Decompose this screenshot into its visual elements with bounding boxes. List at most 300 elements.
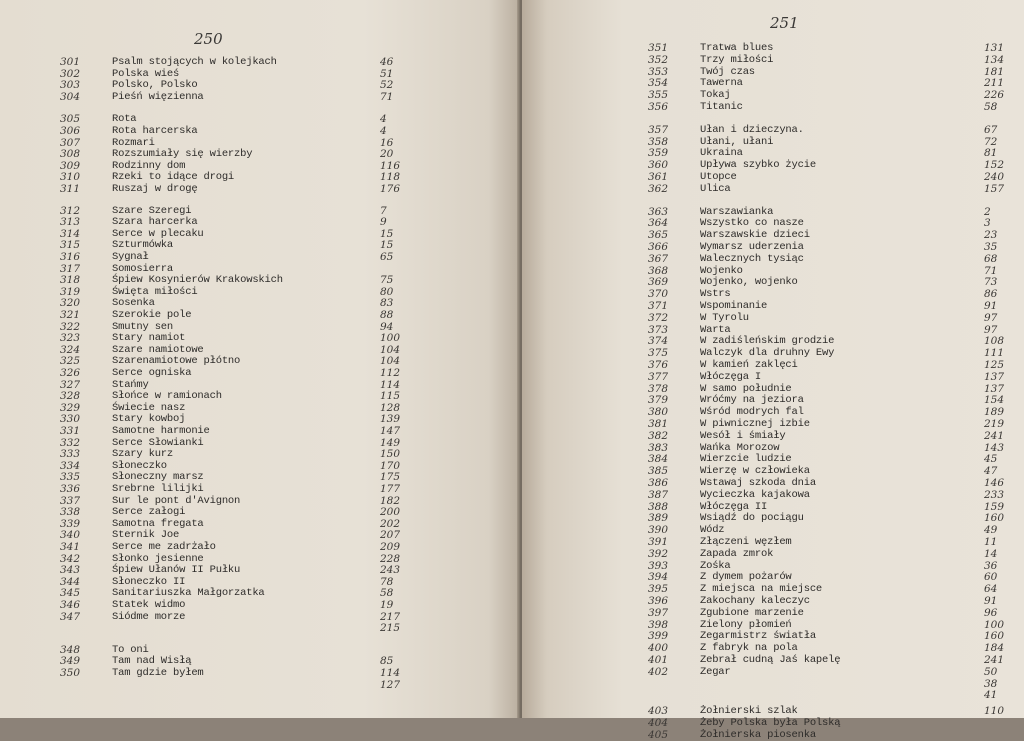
entry-title: Wszystko co nasze [700,217,804,229]
entry-page: 97 [984,312,998,324]
entry-number: 326 [60,367,81,379]
entry-number: 303 [60,79,81,91]
entry-number: 302 [60,68,81,80]
entry-number: 315 [60,239,81,251]
entry-title: Słoneczko II [112,576,186,588]
entry-number: 350 [60,667,81,679]
entry-title: Szara harcerka [112,216,198,228]
entry-title: Serce me zadrżało [112,541,216,553]
entry-page: 96 [984,607,998,619]
entry-number: 308 [60,148,81,160]
entry-page: 149 [380,437,401,449]
entry-title: Włóczęga I [700,371,762,383]
entry-number: 340 [60,529,81,541]
entry-page: 114 [380,667,401,679]
entry-page: 19 [380,599,394,611]
entry-title: Rota [112,113,137,125]
entry-page: 202 [380,518,401,530]
entry-title: Stary namiot [112,332,186,344]
entry-title: Samotne harmonie [112,425,210,437]
entry-page: 83 [380,297,394,309]
entry-number: 361 [648,171,669,183]
entry-title: Szare Szeregi [112,205,192,217]
entry-page: 20 [380,148,394,160]
entry-page: 86 [984,288,998,300]
index-list [522,0,1024,741]
entry-page: 104 [380,355,401,367]
entry-page: 182 [380,495,401,507]
entry-page: 47 [984,465,998,477]
entry-number: 390 [648,524,669,536]
entry-number: 401 [648,654,669,666]
entry-page: 241 [984,654,1005,666]
entry-title: Ulica [700,183,731,195]
entry-page: 184 [984,642,1005,654]
entry-title: Wymarsz uderzenia [700,241,804,253]
entry-title: Wojenko [700,265,743,277]
entry-number: 328 [60,390,81,402]
entry-number: 359 [648,147,669,159]
entry-number: 337 [60,495,81,507]
entry-title: Szary kurz [112,448,174,460]
entry-title: Sosenka [112,297,155,309]
entry-title: Wesół i śmiały [700,430,786,442]
entry-page: 143 [984,442,1005,454]
entry-title: Słoneczko [112,460,167,472]
entry-page: 78 [380,576,394,588]
entry-number: 371 [648,300,669,312]
entry-title: Śpiew Kosynierów Krakowskich [112,274,283,286]
entry-title: W samo południe [700,383,792,395]
entry-page: 170 [380,460,401,472]
entry-number: 318 [60,274,81,286]
entry-number: 347 [60,611,81,623]
entry-page: 211 [984,77,1005,89]
entry-page: 50 [984,666,998,678]
entry-number: 322 [60,321,81,333]
entry-title: Słoneczny marsz [112,471,204,483]
entry-number: 381 [648,418,669,430]
entry-title: W kamień zaklęci [700,359,798,371]
entry-number: 355 [648,89,669,101]
entry-page: 51 [380,68,394,80]
entry-number: 354 [648,77,669,89]
entry-page: 38 [984,678,998,690]
entry-page: 175 [380,471,401,483]
entry-number: 388 [648,501,669,513]
entry-title: Wspominanie [700,300,768,312]
entry-page: 52 [380,79,394,91]
entry-title: Ruszaj w drogę [112,183,198,195]
entry-page: 207 [380,529,401,541]
entry-title: Upływa szybko życie [700,159,816,171]
entry-title: Sur le pont d'Avignon [112,495,241,507]
entry-page: 64 [984,583,998,595]
entry-page: 15 [380,239,394,251]
entry-page: 94 [380,321,394,333]
entry-page: 226 [984,89,1005,101]
entry-title: Wódz [700,524,725,536]
entry-title: Sternik Joe [112,529,180,541]
entry-number: 317 [60,263,81,275]
entry-title: W Tyrolu [700,312,749,324]
entry-page: 100 [380,332,401,344]
entry-number: 384 [648,453,669,465]
entry-title: Wierzcie ludzie [700,453,792,465]
entry-number: 396 [648,595,669,607]
entry-page: 45 [984,453,998,465]
entry-title: Titanic [700,101,743,113]
entry-title: Śpiew Ułanów II Pułku [112,564,241,576]
entry-title: Tokaj [700,89,731,101]
entry-title: To oni [112,644,149,656]
entry-number: 356 [648,101,669,113]
entry-page: 4 [380,113,387,125]
entry-page: 139 [380,413,401,425]
entry-title: Siódme morze [112,611,186,623]
entry-title: Wycieczka kajakowa [700,489,810,501]
entry-page: 181 [984,66,1005,78]
entry-title: Stary kowboj [112,413,186,425]
entry-title: Serce w plecaku [112,228,204,240]
entry-number: 319 [60,286,81,298]
entry-number: 351 [648,42,669,54]
entry-number: 367 [648,253,669,265]
entry-page: 71 [380,91,394,103]
entry-title: Ułan i dzieczyna. [700,124,804,136]
entry-title: Święta miłości [112,286,198,298]
entry-page: 110 [984,705,1005,717]
entry-number: 374 [648,335,669,347]
entry-page: 137 [984,371,1005,383]
entry-number: 373 [648,324,669,336]
entry-title: Świecie nasz [112,402,186,414]
entry-page: 23 [984,229,998,241]
entry-number: 321 [60,309,81,321]
entry-title: Serce załogi [112,506,186,518]
entry-page: 217 [380,611,401,623]
entry-number: 309 [60,160,81,172]
entry-title: Somosierra [112,263,174,275]
entry-page: 150 [380,448,401,460]
entry-page: 2 [984,206,991,218]
page-number: 250 [194,30,223,48]
entry-number: 360 [648,159,669,171]
entry-page: 65 [380,251,394,263]
entry-title: Z miejsca na miejsce [700,583,823,595]
entry-page: 91 [984,595,998,607]
entry-number: 335 [60,471,81,483]
entry-number: 338 [60,506,81,518]
entry-number: 313 [60,216,81,228]
entry-page: 125 [984,359,1005,371]
entry-number: 378 [648,383,669,395]
entry-number: 325 [60,355,81,367]
index-list [0,0,520,718]
entry-page: 159 [984,501,1005,513]
entry-number: 369 [648,276,669,288]
entry-number: 348 [60,644,81,656]
entry-title: Wsiądź do pociągu [700,512,804,524]
entry-title: Zegar [700,666,731,678]
entry-number: 399 [648,630,669,642]
entry-title: Zegarmistrz światła [700,630,816,642]
entry-title: Tam gdzie byłem [112,667,204,679]
entry-page: 128 [380,402,401,414]
entry-title: Zebrał cudną Jaś kapelę [700,654,841,666]
entry-number: 403 [648,705,669,717]
entry-number: 329 [60,402,81,414]
entry-page: 35 [984,241,998,253]
entry-number: 305 [60,113,81,125]
entry-number: 394 [648,571,669,583]
entry-page: 131 [984,42,1005,54]
entry-page: 243 [380,564,401,576]
entry-number: 382 [648,430,669,442]
entry-page: 127 [380,679,401,691]
entry-page: 154 [984,394,1005,406]
entry-page: 233 [984,489,1005,501]
entry-page: 215 [380,622,401,634]
entry-number: 368 [648,265,669,277]
entry-title: Serce Słowianki [112,437,204,449]
entry-number: 327 [60,379,81,391]
entry-page: 71 [984,265,998,277]
entry-number: 332 [60,437,81,449]
entry-page: 219 [984,418,1005,430]
entry-page: 4 [380,125,387,137]
entry-number: 392 [648,548,669,560]
entry-page: 228 [380,553,401,565]
entry-number: 314 [60,228,81,240]
entry-number: 375 [648,347,669,359]
entry-title: Wierzę w człowieka [700,465,810,477]
entry-page: 85 [380,655,394,667]
entry-title: Trzy miłości [700,54,774,66]
entry-page: 60 [984,571,998,583]
entry-title: Sygnał [112,251,149,263]
entry-title: Z fabryk na pola [700,642,798,654]
entry-page: 11 [984,536,998,548]
entry-page: 241 [984,430,1005,442]
entry-page: 115 [380,390,401,402]
entry-number: 342 [60,553,81,565]
entry-number: 334 [60,460,81,472]
entry-number: 320 [60,297,81,309]
entry-title: Żołnierski szlak [700,705,798,717]
entry-page: 67 [984,124,998,136]
entry-title: W zadiśleńskim grodzie [700,335,835,347]
entry-page: 15 [380,228,394,240]
entry-title: Wojenko, wojenko [700,276,798,288]
entry-number: 389 [648,512,669,524]
entry-title: Wśród modrych fal [700,406,804,418]
entry-title: Psalm stojących w kolejkach [112,56,277,68]
entry-number: 387 [648,489,669,501]
entry-page: 68 [984,253,998,265]
entry-page: 91 [984,300,998,312]
entry-title: Samotna fregata [112,518,204,530]
entry-title: Słonko jesienne [112,553,204,565]
entry-title: Pieśń więzienna [112,91,204,103]
entry-page: 73 [984,276,998,288]
entry-title: Wróćmy na jeziora [700,394,804,406]
entry-number: 312 [60,205,81,217]
entry-page: 16 [380,137,394,149]
entry-page: 209 [380,541,401,553]
entry-page: 88 [380,309,394,321]
entry-title: Serce ogniska [112,367,192,379]
entry-number: 393 [648,560,669,572]
entry-number: 339 [60,518,81,530]
entry-number: 380 [648,406,669,418]
entry-page: 134 [984,54,1005,66]
entry-page: 80 [380,286,394,298]
entry-number: 330 [60,413,81,425]
entry-number: 376 [648,359,669,371]
entry-number: 364 [648,217,669,229]
entry-page: 114 [380,379,401,391]
entry-page: 157 [984,183,1005,195]
entry-number: 357 [648,124,669,136]
entry-number: 323 [60,332,81,344]
entry-title: Tam nad Wisłą [112,655,192,667]
entry-number: 379 [648,394,669,406]
entry-page: 58 [380,587,394,599]
entry-number: 343 [60,564,81,576]
entry-number: 352 [648,54,669,66]
entry-title: Żeby Polska była Polską [700,717,841,729]
entry-page: 97 [984,324,998,336]
entry-title: Warta [700,324,731,336]
entry-title: Rota harcerska [112,125,198,137]
entry-number: 331 [60,425,81,437]
entry-title: Rozmari [112,137,155,149]
entry-page: 146 [984,477,1005,489]
entry-number: 358 [648,136,669,148]
entry-page: 104 [380,344,401,356]
entry-page: 189 [984,406,1005,418]
entry-title: Zgubione marzenie [700,607,804,619]
entry-page: 177 [380,483,401,495]
entry-title: Zakochany kaleczyc [700,595,810,607]
page-number: 251 [770,14,799,32]
entry-page: 137 [984,383,1005,395]
entry-number: 366 [648,241,669,253]
entry-page: 49 [984,524,998,536]
entry-number: 383 [648,442,669,454]
entry-title: Słońce w ramionach [112,390,222,402]
entry-number: 363 [648,206,669,218]
entry-page: 108 [984,335,1005,347]
entry-page: 36 [984,560,998,572]
entry-page: 46 [380,56,394,68]
entry-number: 301 [60,56,81,68]
entry-title: Statek widmo [112,599,186,611]
entry-page: 72 [984,136,998,148]
entry-number: 346 [60,599,81,611]
entry-title: Wańka Morozow [700,442,780,454]
entry-page: 152 [984,159,1005,171]
entry-number: 316 [60,251,81,263]
entry-number: 310 [60,171,81,183]
entry-number: 349 [60,655,81,667]
entry-number: 311 [60,183,81,195]
entry-page: 75 [380,274,394,286]
entry-title: Walczyk dla druhny Ewy [700,347,835,359]
entry-title: Żołnierska piosenka [700,729,816,741]
entry-title: Złączeni węzłem [700,536,792,548]
entry-number: 362 [648,183,669,195]
entry-title: Polsko, Polsko [112,79,198,91]
entry-page: 147 [380,425,401,437]
entry-title: Warszawianka [700,206,774,218]
entry-title: Zośka [700,560,731,572]
entry-page: 160 [984,512,1005,524]
entry-title: Rodzinny dom [112,160,186,172]
entry-title: Tratwa blues [700,42,774,54]
entry-title: Polska wieś [112,68,180,80]
entry-title: Tawerna [700,77,743,89]
entry-number: 365 [648,229,669,241]
entry-number: 397 [648,607,669,619]
entry-title: Rzeki to idące drogi [112,171,235,183]
entry-number: 386 [648,477,669,489]
entry-title: Szerokie pole [112,309,192,321]
entry-title: Zielony płomień [700,619,792,631]
entry-title: Twój czas [700,66,755,78]
entry-number: 353 [648,66,669,78]
entry-number: 306 [60,125,81,137]
entry-page: 9 [380,216,387,228]
entry-number: 372 [648,312,669,324]
entry-title: Wstrs [700,288,731,300]
entry-number: 402 [648,666,669,678]
entry-number: 336 [60,483,81,495]
entry-title: Szarenamiotowe płótno [112,355,241,367]
entry-page: 116 [380,160,401,172]
entry-title: Wstawaj szkoda dnia [700,477,816,489]
entry-title: Warszawskie dzieci [700,229,810,241]
entry-number: 391 [648,536,669,548]
entry-page: 160 [984,630,1005,642]
right-page [522,0,1024,741]
entry-page: 81 [984,147,998,159]
entry-number: 304 [60,91,81,103]
entry-title: W piwnicznej izbie [700,418,810,430]
entry-number: 345 [60,587,81,599]
entry-title: Ukraina [700,147,743,159]
entry-page: 58 [984,101,998,113]
entry-page: 240 [984,171,1005,183]
entry-title: Walecznych tysiąc [700,253,804,265]
entry-number: 395 [648,583,669,595]
left-page [0,0,520,718]
entry-title: Smutny sen [112,321,174,333]
entry-page: 200 [380,506,401,518]
entry-number: 324 [60,344,81,356]
entry-page: 41 [984,689,998,701]
entry-page: 14 [984,548,998,560]
entry-title: Srebrne lilijki [112,483,204,495]
entry-title: Utopce [700,171,737,183]
entry-page: 3 [984,217,991,229]
entry-page: 176 [380,183,401,195]
entry-number: 341 [60,541,81,553]
entry-title: Z dymem pożarów [700,571,792,583]
entry-title: Rozszumiały się wierzby [112,148,253,160]
entry-title: Szturmówka [112,239,174,251]
